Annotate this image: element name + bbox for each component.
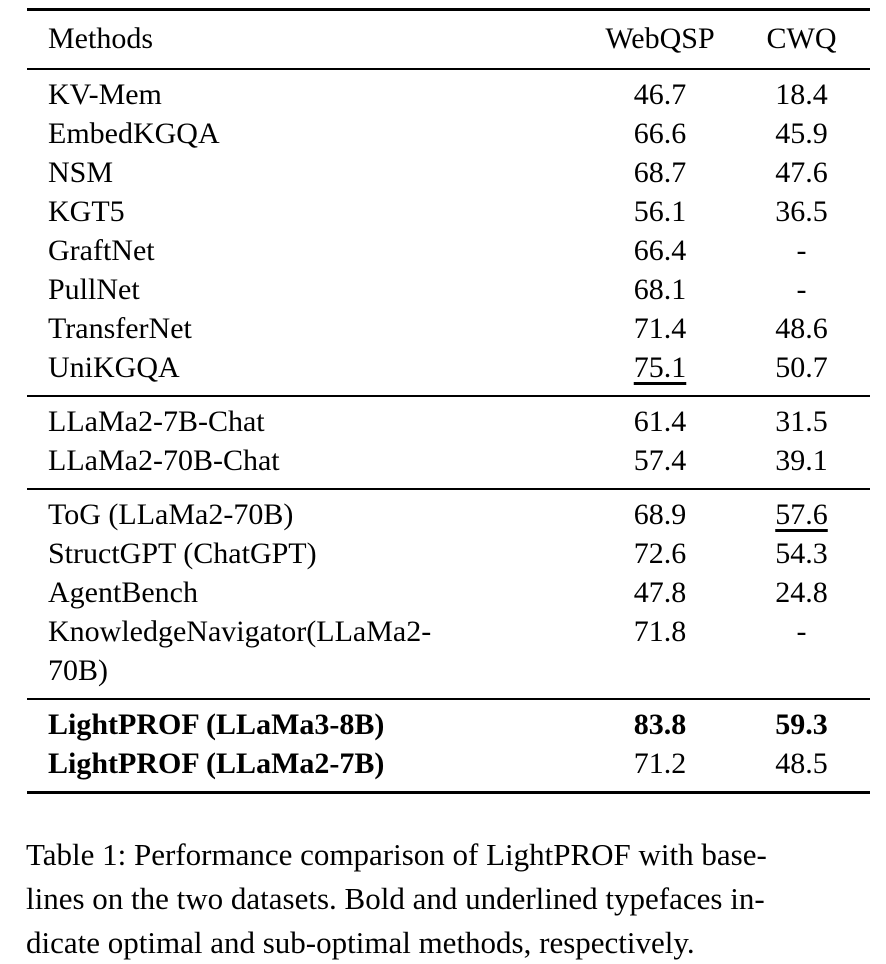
webqsp-value: 57.4 (633, 444, 687, 477)
cwq-value-cell (733, 348, 870, 396)
cwq-value: 45.9 (775, 117, 828, 150)
cwq-value-cell (733, 114, 870, 153)
caption-line-1: Table 1: Performance comparison of LightPROF with base- (26, 837, 767, 872)
cwq-value: 39.1 (775, 444, 828, 477)
cwq-value-cell (733, 69, 870, 114)
webqsp-value-cell (587, 270, 733, 309)
webqsp-value-cell (587, 441, 733, 489)
col-header-cwq: CWQ (733, 10, 870, 70)
col-header-methods: Methods (27, 10, 587, 70)
webqsp-value-cell (587, 69, 733, 114)
cwq-value: 18.4 (775, 78, 828, 111)
webqsp-value-cell (587, 534, 733, 573)
method-cell: ToG (LLaMa2-70B) (27, 489, 587, 534)
webqsp-value-cell (587, 612, 733, 699)
table-caption (26, 833, 882, 964)
col-header-webqsp: WebQSP (587, 10, 733, 70)
method-cell: AgentBench (48, 576, 198, 609)
table-section (27, 489, 870, 699)
webqsp-value: 72.6 (633, 537, 687, 570)
cwq-value-cell (733, 699, 870, 744)
cwq-value: 48.6 (775, 312, 828, 345)
method-cell: StructGPT (ChatGPT) (48, 537, 317, 570)
table-row (27, 153, 870, 192)
table-row (27, 270, 870, 309)
webqsp-value: 61.4 (633, 405, 687, 438)
webqsp-value: 47.8 (633, 576, 687, 609)
method-cell: LLaMa2-7B-Chat (27, 396, 587, 441)
webqsp-value: 71.2 (633, 747, 687, 780)
table-row (27, 114, 870, 153)
cwq-value-cell (733, 396, 870, 441)
method-cell: LightPROF (LLaMa2-7B) (48, 747, 385, 780)
webqsp-value-cell (587, 192, 733, 231)
cwq-value-cell (733, 231, 870, 270)
cwq-value-cell (733, 744, 870, 793)
webqsp-value-cell (587, 699, 733, 744)
method-cell: KV-Mem (48, 78, 162, 111)
webqsp-value-cell (587, 309, 733, 348)
method-cell: TransferNet (48, 312, 192, 345)
webqsp-value: 68.7 (633, 156, 687, 189)
cwq-value-cell (733, 612, 870, 699)
webqsp-value-cell (587, 573, 733, 612)
table-row (27, 573, 870, 612)
method-cell: LLaMa2-70B-Chat (48, 444, 280, 477)
webqsp-value: 46.7 (633, 78, 687, 111)
cwq-value-cell (733, 534, 870, 573)
method-cell: EmbedKGQA (48, 117, 220, 150)
method-cell: PullNet (48, 273, 140, 306)
webqsp-value: 71.4 (633, 312, 687, 345)
method-cell: LightPROF (LLaMa3-8B) (27, 699, 587, 744)
webqsp-value: 56.1 (633, 195, 687, 228)
cwq-value-cell (733, 153, 870, 192)
table-row (27, 348, 870, 396)
webqsp-value: 68.1 (633, 273, 687, 306)
cwq-value: - (796, 615, 807, 648)
table-row (27, 699, 870, 744)
method-name-line: KnowledgeNavigator(LLaMa2- (48, 615, 432, 648)
cwq-value: 54.3 (775, 537, 828, 570)
webqsp-value: 68.9 (633, 498, 687, 531)
webqsp-value-cell (587, 153, 733, 192)
webqsp-value-cell (587, 231, 733, 270)
cwq-value: 50.7 (775, 351, 828, 384)
method-cell: UniKGQA (48, 351, 180, 384)
table-header (27, 10, 870, 70)
cwq-value-cell (733, 573, 870, 612)
webqsp-value-cell (587, 348, 733, 396)
cwq-value: 48.5 (775, 747, 828, 780)
cwq-value: 59.3 (775, 708, 828, 741)
table-section (27, 396, 870, 489)
table-row (27, 534, 870, 573)
webqsp-value-cell (587, 114, 733, 153)
cwq-value: - (796, 273, 807, 306)
cwq-value: 36.5 (775, 195, 828, 228)
table-row (27, 396, 870, 441)
method-cell: GraftNet (48, 234, 155, 267)
cwq-value: 24.8 (775, 576, 828, 609)
table-row (27, 612, 870, 699)
webqsp-value-cell (587, 396, 733, 441)
cwq-value-cell (733, 309, 870, 348)
table-section (27, 69, 870, 396)
table-row (27, 744, 870, 793)
webqsp-value-cell (587, 489, 733, 534)
method-name-line: 70B) (48, 654, 108, 687)
table-row (27, 231, 870, 270)
webqsp-value: 75.1 (633, 351, 687, 384)
table-row (27, 192, 870, 231)
method-cell (27, 612, 587, 699)
table-row (27, 489, 870, 534)
method-cell: NSM (48, 156, 114, 189)
webqsp-value: 66.6 (633, 117, 687, 150)
cwq-value-cell (733, 270, 870, 309)
webqsp-value: 83.8 (633, 708, 687, 741)
table-section (27, 699, 870, 793)
webqsp-value-cell (587, 744, 733, 793)
table-row (27, 69, 870, 114)
cwq-value: - (796, 234, 807, 267)
cwq-value-cell (733, 441, 870, 489)
cwq-value: 31.5 (775, 405, 828, 438)
caption-line-3: dicate optimal and sub-optimal methods, respectively. (26, 925, 695, 960)
webqsp-value: 71.8 (633, 615, 687, 648)
table-row (27, 441, 870, 489)
header-row (27, 10, 870, 70)
results-table (27, 8, 870, 794)
cwq-value: 47.6 (775, 156, 828, 189)
table-row (27, 309, 870, 348)
caption-line-2: lines on the two datasets. Bold and underlined typefaces in- (26, 881, 765, 916)
method-cell: KGT5 (48, 195, 125, 228)
cwq-value: 57.6 (775, 498, 828, 531)
cwq-value-cell (733, 489, 870, 534)
webqsp-value: 66.4 (633, 234, 687, 267)
cwq-value-cell (733, 192, 870, 231)
